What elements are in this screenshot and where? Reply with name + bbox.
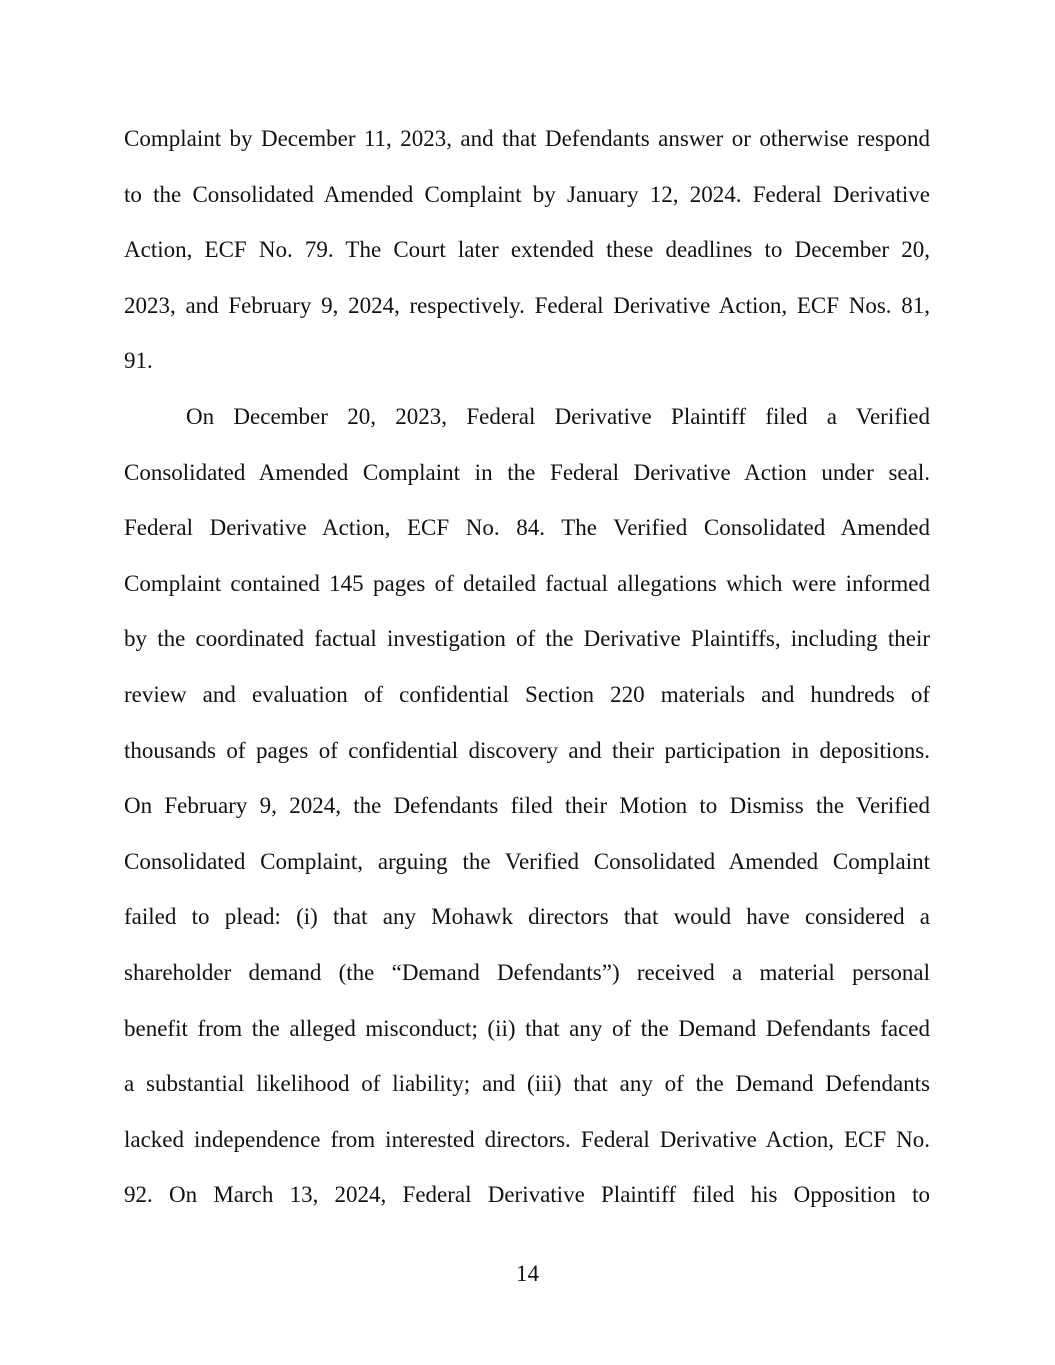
text-line: by the coordinated factual investigation of the Derivative Plaintiffs, including their <box>124 626 930 652</box>
page-number: 14 <box>516 1261 539 1286</box>
text-line: lacked independence from interested directors. Federal Derivative Action, ECF No. <box>124 1126 930 1152</box>
text-line: shareholder demand (the “Demand Defendants”) received a material personal <box>124 959 930 985</box>
text-line: Action, ECF No. 79. The Court later extended these deadlines to December 20, <box>124 237 930 263</box>
text-line: benefit from the alleged misconduct; (ii) that any of the Demand Defendants faced <box>124 1015 930 1041</box>
text-line: failed to plead: (i) that any Mohawk directors that would have considered a <box>124 904 930 930</box>
text-line: Consolidated Amended Complaint in the Federal Derivative Action under seal. <box>124 459 930 485</box>
text-line: Federal Derivative Action, ECF No. 84. The Verified Consolidated Amended <box>124 515 930 541</box>
text-line: thousands of pages of confidential discovery and their participation in depositions. <box>124 737 930 763</box>
paragraph-first-line: On December 20, 2023, Federal Derivative Plaintiff filed a Verified <box>186 403 930 429</box>
text-line: review and evaluation of confidential Section 220 materials and hundreds of <box>124 681 930 707</box>
text-line: to the Consolidated Amended Complaint by January 12, 2024. Federal Derivative <box>124 181 930 207</box>
text-line: Complaint by December 11, 2023, and that Defendants answer or otherwise respond <box>124 126 930 151</box>
text-line: Complaint contained 145 pages of detailed factual allegations which were informed <box>124 570 930 596</box>
text-line: 2023, and February 9, 2024, respectively. Federal Derivative Action, ECF Nos. 81, <box>124 292 930 318</box>
text-line: On February 9, 2024, the Defendants filed their Motion to Dismiss the Verified <box>124 793 930 819</box>
text-line: Consolidated Complaint, arguing the Verified Consolidated Amended Complaint <box>124 848 930 874</box>
text-line: 92. On March 13, 2024, Federal Derivative Plaintiff filed his Opposition to <box>124 1182 930 1208</box>
text-line: 91. <box>124 348 153 374</box>
body-text <box>124 111 930 1223</box>
text-line: a substantial likelihood of liability; and (iii) that any of the Demand Defendants <box>124 1071 930 1097</box>
